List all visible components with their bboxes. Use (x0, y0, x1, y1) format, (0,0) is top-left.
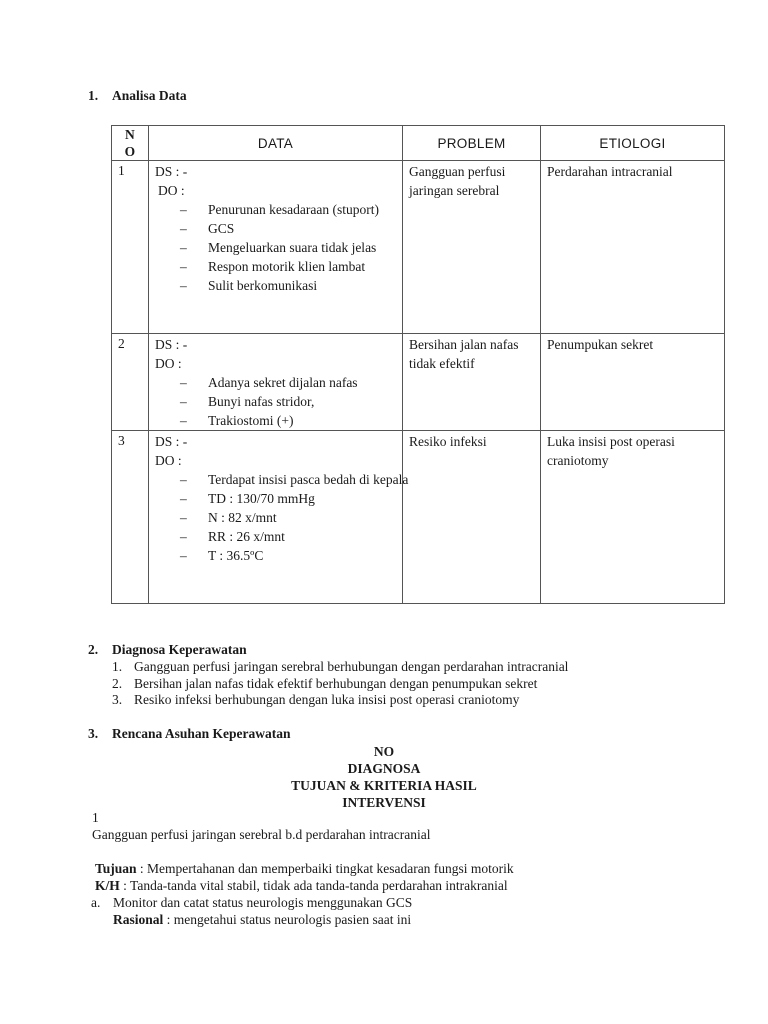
table-row (112, 334, 725, 431)
observation-list (155, 200, 402, 295)
do-label: DO : (158, 183, 185, 198)
cell-etiologi (541, 161, 725, 334)
section-2-title: Diagnosa Keperawatan (112, 642, 247, 657)
rasional-text: : mengetahui status neurologis pasien saat ini (163, 912, 412, 927)
cell-no (112, 431, 149, 604)
row-number: 3 (118, 433, 125, 448)
ds-label: DS : - (155, 164, 188, 179)
list-item: 3. Resiko infeksi berhubungan dengan luka insisi post operasi craniotomy (112, 692, 520, 707)
tujuan-line (95, 861, 514, 877)
cell-data (149, 431, 409, 604)
analisa-data-table (111, 125, 725, 604)
list-item: – Terdapat insisi pasca bedah di kepala (180, 470, 428, 489)
list-item: – Bunyi nafas stridor, (180, 392, 428, 411)
table-row (112, 431, 725, 604)
table-row (112, 161, 725, 334)
plan-header-intervensi: INTERVENSI (342, 795, 426, 810)
section-2-number: 2. (88, 642, 99, 657)
kh-text: : Tanda-tanda vital stabil, tidak ada tanda-tanda perdarahan intrakranial (119, 878, 508, 893)
plan-header-diagnosa: DIAGNOSA (347, 761, 421, 776)
intervention-item (91, 895, 413, 911)
header-problem: PROBLEM (403, 126, 541, 161)
section-1-title: Analisa Data (112, 88, 187, 103)
kh-label: K/H (95, 878, 120, 893)
table-header-row (112, 126, 725, 161)
rasional-line (113, 912, 411, 928)
list-item: – Sulit berkomunikasi (180, 276, 428, 295)
observation-list (155, 470, 409, 565)
row-number: 1 (118, 163, 125, 178)
list-item: – Trakiostomi (+) (180, 411, 428, 430)
cell-etiologi (541, 431, 725, 604)
etiologi-text: Luka insisi post operasi craniotomy (547, 434, 675, 468)
cell-data (149, 161, 403, 334)
row-number: 2 (118, 336, 125, 351)
do-label: DO : (155, 453, 182, 468)
header-etiologi: ETIOLOGI (541, 126, 725, 161)
list-item: – TD : 130/70 mmHg (180, 489, 428, 508)
do-label: DO : (155, 356, 182, 371)
plan-header-no: NO (373, 744, 395, 759)
etiologi-text: Perdarahan intracranial (547, 164, 673, 179)
etiologi-text: Penumpukan sekret (547, 337, 654, 352)
list-item: – GCS (180, 219, 428, 238)
section-2-heading (88, 642, 247, 658)
tujuan-label: Tujuan (95, 861, 137, 876)
tujuan-text: : Mempertahanan dan memperbaiki tingkat kesadaran fungsi motorik (136, 861, 514, 876)
plan-entry-number: 1 (92, 810, 99, 825)
kh-line (95, 878, 508, 894)
problem-text: Gangguan perfusi jaringan serebral (409, 164, 506, 198)
list-item: 2. Bersihan jalan nafas tidak efektif berhubungan dengan penumpukan sekret (112, 675, 538, 691)
observation-list (155, 373, 402, 430)
section-1-heading (88, 88, 187, 104)
cell-etiologi (541, 334, 725, 431)
list-item: – RR : 26 x/mnt (180, 527, 428, 546)
diagnosa-list (112, 659, 732, 709)
problem-text: Resiko infeksi (409, 434, 487, 449)
rasional-label: Rasional (113, 912, 164, 927)
list-item: – Penurunan kesadaraan (stuport) (180, 200, 428, 219)
list-item: 1. Gangguan perfusi jaringan serebral berhubungan dengan perdarahan intracranial (112, 659, 569, 674)
problem-text: Bersihan jalan nafas tidak efektif (409, 337, 519, 371)
list-item: – T : 36.5ºC (180, 546, 428, 565)
section-3-title: Rencana Asuhan Keperawatan (112, 726, 291, 741)
plan-diagnosis: Gangguan perfusi jaringan serebral b.d perdarahan intracranial (92, 827, 431, 842)
section-1-number: 1. (88, 88, 99, 103)
list-item: – Mengeluarkan suara tidak jelas (180, 238, 428, 257)
section-3-heading (88, 726, 291, 742)
list-item: – N : 82 x/mnt (180, 508, 428, 527)
ds-label: DS : - (155, 434, 188, 449)
intervention-letter: a. (91, 895, 101, 910)
cell-no (112, 334, 149, 431)
ds-label: DS : - (155, 337, 188, 352)
section-3-number: 3. (88, 726, 99, 741)
cell-data (149, 334, 403, 431)
plan-header-tujuan: TUJUAN & KRITERIA HASIL (291, 778, 477, 793)
header-data: DATA (149, 126, 403, 161)
list-item: – Adanya sekret dijalan nafas (180, 373, 428, 392)
list-item: – Respon motorik klien lambat (180, 257, 428, 276)
header-no: N O (112, 126, 149, 161)
intervention-text: Monitor dan catat status neurologis menggunakan GCS (113, 895, 413, 910)
cell-no (112, 161, 149, 334)
